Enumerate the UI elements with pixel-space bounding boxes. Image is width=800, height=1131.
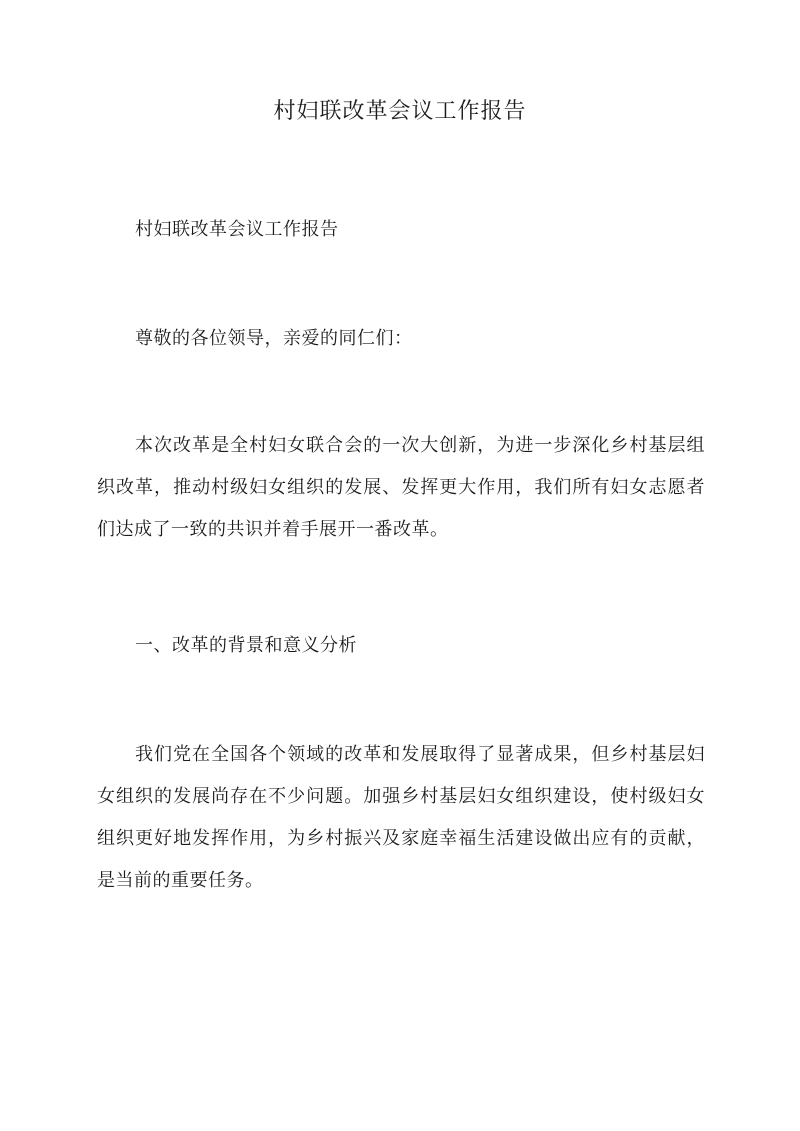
subtitle-paragraph: 村妇联改革会议工作报告 xyxy=(135,219,339,240)
body-paragraph: 我们党在全国各个领域的改革和发展取得了显著成果，但乡村基层妇女组织的发展尚存在不少问题。加强乡村基层妇女组织建设，使村级妇女组织更好地发挥作用，为乡村振兴及家庭幸福生活建设做出应有的贡献，是当前的重要任务。 xyxy=(97,744,705,891)
section-heading: 一、改革的背景和意义分析 xyxy=(135,635,357,656)
document-title: 村妇联改革会议工作报告 xyxy=(273,99,527,124)
greeting-paragraph: 尊敬的各位领导，亲爱的同仁们： xyxy=(135,328,413,349)
intro-paragraph: 本次改革是全村妇女联合会的一次大创新，为进一步深化乡村基层组织改革，推动村级妇女组织的发展、发挥更大作用，我们所有妇女志愿者们达成了一致的共识并着手展开一番改革。 xyxy=(97,435,705,540)
